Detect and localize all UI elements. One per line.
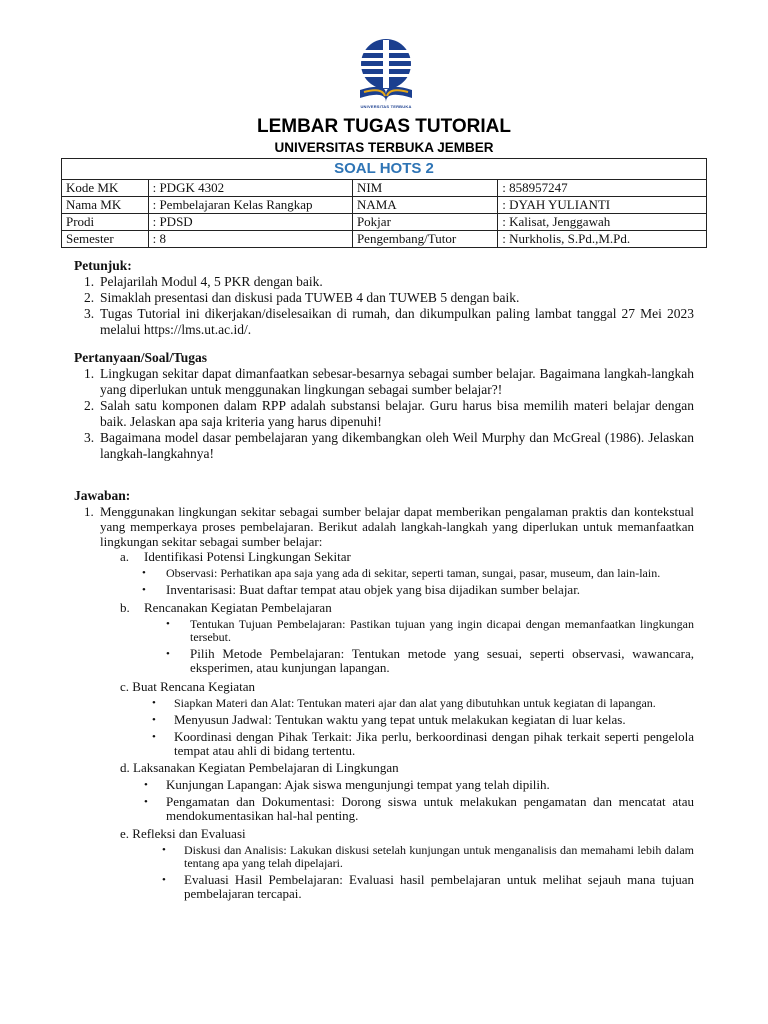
list-item: 1. Menggunakan lingkungan sekitar sebagai sumber belajar dapat memberikan pengalaman praktis dan kontekstual yang memperkaya proses pembelajaran. Berikut adalah langkah-langkah yang diperlukan untuk memanfaatkan lingkungan sekitar sebagai sumber belajar:	[84, 504, 694, 549]
cell-value: : 858957247	[498, 180, 707, 197]
subsection-title: Rencanakan Kegiatan Pembelajaran	[144, 600, 332, 615]
logo-caption: UNIVERSITAS TERBUKA	[360, 104, 412, 109]
info-table	[61, 158, 707, 248]
subsection-e: e. Refleksi dan Evaluasi	[120, 826, 246, 841]
bullet-text: Evaluasi Hasil Pembelajaran: Evaluasi hasil pembelajaran untuk melihat sejauh mana tujuan pembelajaran tercapai.	[184, 872, 694, 901]
list-item-text: Tugas Tutorial ini dikerjakan/diselesaikan di rumah, dan dikumpulkan paling lambat tanggal 27 Mei 2023 melalui https://lms.ut.ac.id/.	[100, 306, 694, 337]
list-item: 2. Simaklah presentasi dan diskusi pada TUWEB 4 dan TUWEB 5 dengan baik.	[84, 290, 520, 305]
bullet-item: • Siapkan Materi dan Alat: Tentukan materi ajar dan alat yang dibutuhkan untuk kegiatan di lapangan.	[152, 696, 656, 710]
bullet-text: Pengamatan dan Dokumentasi: Dorong siswa untuk melakukan pengamatan dan mencatat atau mendokumentasikan hal-hal penting.	[166, 794, 694, 823]
jawaban-heading: Jawaban:	[74, 488, 131, 503]
bullet-item: • Kunjungan Lapangan: Ajak siswa mengunjungi tempat yang telah dipilih.	[144, 777, 550, 792]
subsection-title: Identifikasi Potensi Lingkungan Sekitar	[144, 549, 351, 564]
cell-label: Pokjar	[352, 214, 497, 231]
bullet-text: Pilih Metode Pembelajaran: Tentukan metode yang sesuai, seperti observasi, wawancara, eksperimen, atau kunjungan lapangan.	[190, 646, 694, 675]
cell-value: : DYAH YULIANTI	[498, 197, 707, 214]
cell-value: : PDSD	[148, 214, 352, 231]
table-row	[62, 180, 707, 197]
list-item-text: Lingkugan sekitar dapat dimanfaatkan sebesar-besarnya sebagai sumber belajar. Bagaimana langkah-langkah yang diperlukan untuk menggunakan lingkungan sebagai sumber belajar?!	[100, 366, 694, 397]
document-subtitle: UNIVERSITAS TERBUKA JEMBER	[274, 140, 494, 155]
cell-value: : 8	[148, 231, 352, 248]
pertanyaan-section	[74, 350, 694, 462]
cell-label: Pengembang/Tutor	[352, 231, 497, 248]
bullet-text: Inventarisasi: Buat daftar tempat atau objek yang bisa dijadikan sumber belajar.	[166, 582, 581, 597]
subsection-c: c. Buat Rencana Kegiatan	[120, 679, 255, 694]
table-row	[62, 197, 707, 214]
cell-value: : Nurkholis, S.Pd.,M.Pd.	[498, 231, 707, 248]
bullet-item: • Pengamatan dan Dokumentasi: Dorong siswa untuk melakukan pengamatan dan mencatat atau mendokumentasikan hal-hal penting.	[144, 794, 694, 823]
list-item-text: Pelajarilah Modul 4, 5 PKR dengan baik.	[100, 274, 323, 289]
list-item-text: Simaklah presentasi dan diskusi pada TUWEB 4 dan TUWEB 5 dengan baik.	[100, 290, 520, 305]
pertanyaan-heading: Pertanyaan/Soal/Tugas	[74, 350, 208, 365]
subsection-d: d. Laksanakan Kegiatan Pembelajaran di Lingkungan	[120, 760, 399, 775]
list-item: 1. Pelajarilah Modul 4, 5 PKR dengan baik.	[84, 274, 323, 289]
bullet-item: • Evaluasi Hasil Pembelajaran: Evaluasi hasil pembelajaran untuk melihat sejauh mana tujuan pembelajaran tercapai.	[162, 872, 694, 901]
cell-value: : Pembelajaran Kelas Rangkap	[148, 197, 352, 214]
bullet-item: • Observasi: Perhatikan apa saja yang ada di sekitar, seperti taman, sungai, pasar, museum, dan lain-lain.	[142, 566, 661, 580]
ut-logo-icon	[352, 38, 420, 112]
bullet-item: • Koordinasi dengan Pihak Terkait: Jika perlu, berkoordinasi dengan pihak terkait seperti pengelola tempat atau ahli di bidang tertentu.	[152, 729, 694, 758]
bullet-text: Tentukan Tujuan Pembelajaran: Pastikan tujuan yang ingin dicapai dengan memanfaatkan lingkungan tersebut.	[190, 617, 694, 644]
cell-label: NIM	[352, 180, 497, 197]
document-title: LEMBAR TUGAS TUTORIAL	[256, 116, 512, 137]
bullet-item: • Pilih Metode Pembelajaran: Tentukan metode yang sesuai, seperti observasi, wawancara, eksperimen, atau kunjungan lapangan.	[166, 646, 694, 675]
bullet-text: Koordinasi dengan Pihak Terkait: Jika perlu, berkoordinasi dengan pihak terkait seperti pengelola tempat atau ahli di bidang tertentu.	[174, 729, 694, 758]
bullet-text: Diskusi dan Analisis: Lakukan diskusi setelah kunjungan untuk menganalisis dan memahami lebih dalam tentang apa yang telah dipelajari.	[184, 843, 694, 870]
list-item: 1. Lingkugan sekitar dapat dimanfaatkan sebesar-besarnya sebagai sumber belajar. Bagaimana langkah-langkah yang diperlukan untuk menggunakan lingkungan sebagai sumber belajar?!	[84, 366, 694, 397]
bullet-text: Menyusun Jadwal: Tentukan waktu yang tepat untuk melakukan kegiatan di luar kelas.	[174, 712, 626, 727]
list-item-text: Bagaimana model dasar pembelajaran yang dikembangkan oleh Weil Murphy dan McGreal (1986). Jelaskan langkah-langkahnya!	[100, 430, 694, 461]
list-item-text: Salah satu komponen dalam RPP adalah substansi belajar. Guru harus bisa memilih materi belajar dengan baik. Jelaskan apa saja kriteria yang harus dipenuhi!	[100, 398, 694, 429]
jawaban-intro: Menggunakan lingkungan sekitar sebagai sumber belajar dapat memberikan pengalaman praktis dan kontekstual yang memperkaya proses pembelajaran. Berikut adalah langkah-langkah yang diperlukan untuk memanfaatkan lingkungan sekitar sebagai sumber belajar:	[100, 504, 694, 549]
table-heading-row	[62, 159, 707, 180]
table-row	[62, 231, 707, 248]
bullet-item: • Menyusun Jadwal: Tentukan waktu yang tepat untuk melakukan kegiatan di luar kelas.	[152, 712, 626, 727]
cell-label: Semester	[62, 231, 149, 248]
bullet-text: Observasi: Perhatikan apa saja yang ada di sekitar, seperti taman, sungai, pasar, museum, dan lain-lain.	[166, 566, 661, 580]
petunjuk-heading: Petunjuk:	[74, 258, 132, 273]
table-heading: SOAL HOTS 2	[62, 159, 707, 180]
bullet-text: Kunjungan Lapangan: Ajak siswa mengunjungi tempat yang telah dipilih.	[166, 777, 550, 792]
cell-value: : Kalisat, Jenggawah	[498, 214, 707, 231]
bullet-item: • Tentukan Tujuan Pembelajaran: Pastikan tujuan yang ingin dicapai dengan memanfaatkan lingkungan tersebut.	[166, 617, 694, 644]
bullet-item: • Inventarisasi: Buat daftar tempat atau objek yang bisa dijadikan sumber belajar.	[142, 582, 581, 597]
cell-label: Kode MK	[62, 180, 149, 197]
list-item: 2. Salah satu komponen dalam RPP adalah substansi belajar. Guru harus bisa memilih materi belajar dengan baik. Jelaskan apa saja kriteria yang harus dipenuhi!	[84, 398, 694, 429]
jawaban-section	[74, 488, 694, 901]
cell-value: : PDGK 4302	[148, 180, 352, 197]
cell-label: Prodi	[62, 214, 149, 231]
table-row	[62, 214, 707, 231]
bullet-text: Siapkan Materi dan Alat: Tentukan materi ajar dan alat yang dibutuhkan untuk kegiatan di lapangan.	[174, 696, 656, 710]
subsection-a: a. Identifikasi Potensi Lingkungan Sekitar	[120, 549, 351, 564]
bullet-item: • Diskusi dan Analisis: Lakukan diskusi setelah kunjungan untuk menganalisis dan memahami lebih dalam tentang apa yang telah dipelajari.	[162, 843, 694, 870]
cell-label: Nama MK	[62, 197, 149, 214]
list-item: 3. Bagaimana model dasar pembelajaran yang dikembangkan oleh Weil Murphy dan McGreal (1986). Jelaskan langkah-langkahnya!	[84, 430, 694, 461]
cell-label: NAMA	[352, 197, 497, 214]
petunjuk-section	[74, 258, 694, 338]
list-item: 3. Tugas Tutorial ini dikerjakan/diselesaikan di rumah, dan dikumpulkan paling lambat tanggal 27 Mei 2023 melalui https://lms.ut.ac.id/.	[84, 306, 694, 337]
subsection-b: b. Rencanakan Kegiatan Pembelajaran	[120, 600, 332, 615]
